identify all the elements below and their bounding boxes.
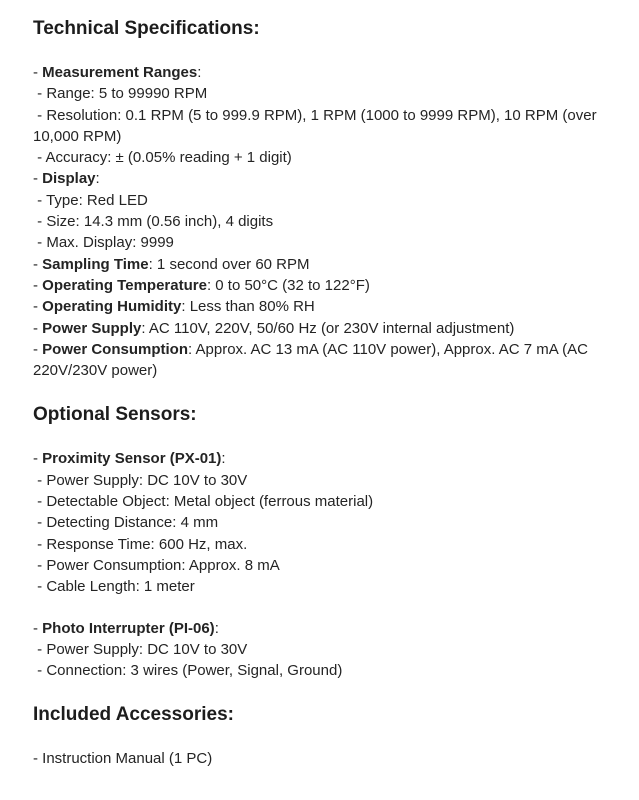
spec-line xyxy=(33,296,614,317)
spec-text: : 1 second over 60 RPM xyxy=(148,255,310,273)
spec-text: - Power Supply: DC 10V to 30V xyxy=(33,471,248,489)
spec-line xyxy=(33,448,614,469)
spec-line xyxy=(33,748,614,769)
spec-text: : Less than 80% RH xyxy=(181,298,315,316)
spec-paragraph xyxy=(33,618,614,682)
spec-text: : xyxy=(197,64,202,81)
spec-section xyxy=(33,701,614,769)
spec-line xyxy=(33,491,614,512)
spec-text: - xyxy=(33,450,43,468)
spec-text: - Detectable Object: Metal object (ferrous material) xyxy=(33,493,374,511)
spec-text: - Resolution: 0.1 RPM (5 to 999.9 RPM), 1 RPM (1000 to 9999 RPM), 10 RPM (over xyxy=(33,106,597,124)
spec-text: : xyxy=(221,450,226,468)
spec-section xyxy=(33,401,614,681)
spec-text: - xyxy=(33,298,43,316)
spec-line xyxy=(33,126,614,147)
spec-text: - Range: 5 to 99990 RPM xyxy=(33,85,208,103)
spec-text: - Response Time: 600 Hz, max. xyxy=(33,535,248,553)
spec-line xyxy=(33,275,614,296)
spec-term: Photo Interrupter (PI-06) xyxy=(42,619,215,637)
spec-line xyxy=(33,62,614,83)
spec-text: - Accuracy: ± (0.05% reading + 1 digit) xyxy=(33,149,292,167)
section-heading: Technical Specifications: xyxy=(33,18,260,39)
spec-line xyxy=(33,105,614,126)
spec-line xyxy=(33,660,614,681)
spec-section xyxy=(33,15,614,381)
spec-term: Sampling Time xyxy=(42,255,149,273)
spec-line xyxy=(33,318,614,339)
spec-text: - Detecting Distance: 4 mm xyxy=(33,514,219,532)
spec-line xyxy=(33,555,614,576)
spec-line xyxy=(33,534,614,555)
spec-text: - xyxy=(33,319,43,337)
spec-line xyxy=(33,576,614,597)
spec-line xyxy=(33,360,614,381)
spec-term: Operating Temperature xyxy=(42,276,207,294)
spec-term: Operating Humidity xyxy=(42,298,182,316)
spec-text: 220V/230V power) xyxy=(33,362,158,380)
spec-line xyxy=(33,254,614,275)
spec-text: : 0 to 50°C (32 to 122°F) xyxy=(206,276,370,294)
spec-text: 10,000 RPM) xyxy=(33,127,122,145)
spec-text: - Connection: 3 wires (Power, Signal, Ground) xyxy=(33,662,343,680)
spec-line xyxy=(33,512,614,533)
spec-term: Display xyxy=(42,170,96,188)
spec-line xyxy=(33,339,614,360)
spec-text: - Max. Display: 9999 xyxy=(33,234,174,252)
spec-text: : AC 110V, 220V, 50/60 Hz (or 230V internal adjustment) xyxy=(141,319,515,337)
spec-line xyxy=(33,168,614,189)
spec-text: - xyxy=(33,340,43,358)
spec-line xyxy=(33,147,614,168)
spec-text: : Approx. AC 13 mA (AC 110V power), Approx. AC 7 mA (AC xyxy=(188,340,588,358)
spec-line xyxy=(33,211,614,232)
spec-paragraph xyxy=(33,448,614,597)
spec-text: - Instruction Manual (1 PC) xyxy=(33,750,213,768)
spec-text: - Cable Length: 1 meter xyxy=(33,578,195,596)
spec-text: - xyxy=(33,64,43,81)
spec-text: : xyxy=(214,619,219,637)
spec-paragraph xyxy=(33,62,614,381)
spec-text: - Type: Red LED xyxy=(33,191,148,209)
section-heading: Included Accessories: xyxy=(33,704,234,726)
spec-text: - Size: 14.3 mm (0.56 inch), 4 digits xyxy=(33,213,274,231)
spec-text: - Power Supply: DC 10V to 30V xyxy=(33,640,248,658)
spec-text: - xyxy=(33,255,43,273)
spec-text: - Power Consumption: Approx. 8 mA xyxy=(33,556,280,574)
spec-text: : xyxy=(95,170,100,188)
section-heading: Optional Sensors: xyxy=(33,404,197,426)
spec-text: - xyxy=(33,170,43,188)
spec-line xyxy=(33,470,614,491)
spec-text: - xyxy=(33,619,43,637)
spec-term: Measurement Ranges xyxy=(42,64,198,81)
spec-line xyxy=(33,618,614,639)
spec-line xyxy=(33,639,614,660)
spec-term: Proximity Sensor (PX-01) xyxy=(42,450,222,468)
spec-text: - xyxy=(33,276,43,294)
spec-term: Power Supply xyxy=(42,319,142,337)
spec-line xyxy=(33,232,614,253)
spec-term: Power Consumption xyxy=(42,340,189,358)
spec-paragraph xyxy=(33,748,614,769)
spec-line xyxy=(33,190,614,211)
spec-line xyxy=(33,83,614,104)
